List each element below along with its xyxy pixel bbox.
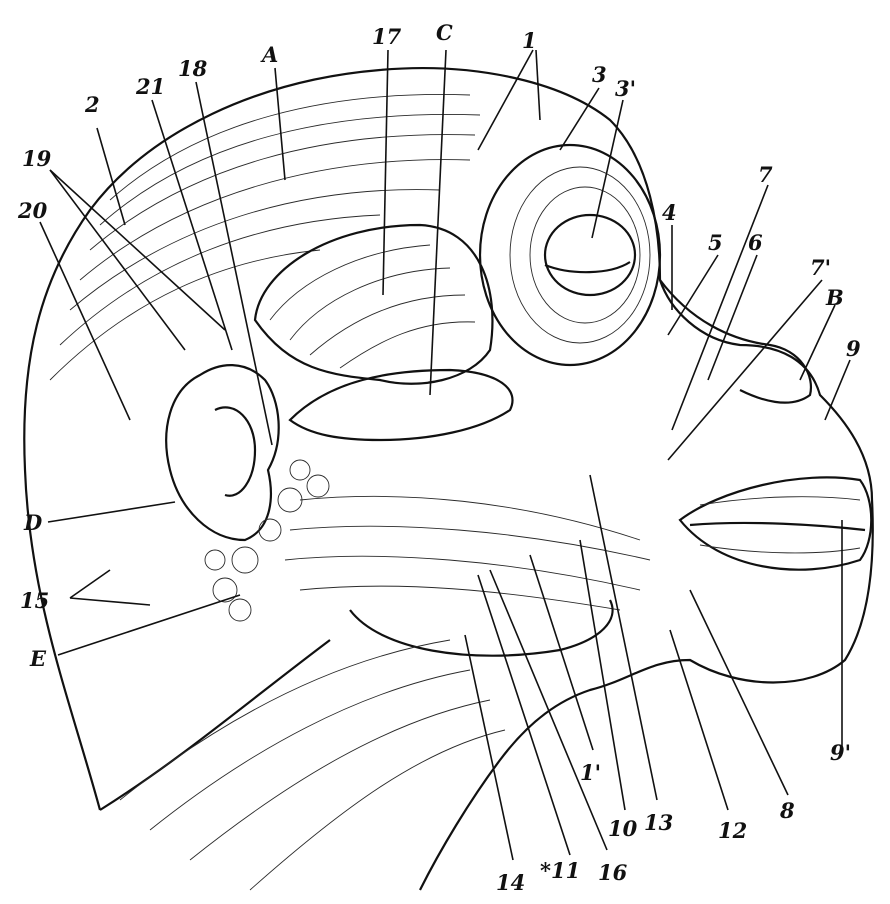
neck-hatching bbox=[120, 640, 505, 890]
label-B: B bbox=[826, 285, 844, 310]
label-21: 21 bbox=[136, 74, 166, 99]
temporalis-drawing bbox=[255, 225, 492, 384]
label-E: E bbox=[30, 646, 47, 671]
head-drawing bbox=[24, 68, 873, 890]
label-18: 18 bbox=[178, 56, 208, 81]
ear-drawing bbox=[166, 365, 278, 540]
gland-lobules-drawing bbox=[205, 460, 329, 621]
label-D: D bbox=[24, 510, 43, 535]
label-7: 7 bbox=[758, 162, 773, 187]
label-13: 13 bbox=[644, 810, 674, 835]
label-C: C bbox=[436, 20, 453, 45]
label-17: 17 bbox=[372, 24, 402, 49]
scalp-hatching bbox=[50, 94, 480, 380]
label-3: 3 bbox=[592, 62, 607, 87]
label-4: 4 bbox=[662, 200, 677, 225]
label-14: 14 bbox=[496, 870, 526, 895]
label-9: 9 bbox=[846, 336, 861, 361]
head-outline bbox=[24, 68, 873, 890]
nose-drawing bbox=[660, 280, 811, 403]
neck-back-line bbox=[100, 640, 330, 810]
label-8: 8 bbox=[780, 798, 795, 823]
label-6: 6 bbox=[748, 230, 763, 255]
label-A: A bbox=[262, 42, 279, 67]
eye-muscle-drawing bbox=[480, 145, 660, 365]
label-11: *11 bbox=[540, 858, 581, 883]
labels bbox=[17, 20, 861, 895]
label-5: 5 bbox=[708, 230, 723, 255]
label-20: 20 bbox=[18, 198, 48, 223]
label-15: 15 bbox=[20, 588, 50, 613]
label-16: 16 bbox=[598, 860, 628, 885]
label-12: 12 bbox=[718, 818, 748, 843]
label-7-prime: 7' bbox=[810, 255, 832, 280]
label-10: 10 bbox=[608, 816, 638, 841]
leader-lines bbox=[40, 50, 850, 860]
label-1: 1 bbox=[522, 28, 537, 53]
parotid-gland-drawing bbox=[290, 370, 513, 440]
label-2: 2 bbox=[85, 92, 100, 117]
label-19: 19 bbox=[22, 146, 52, 171]
label-3-prime: 3' bbox=[615, 76, 637, 101]
label-9-prime: 9' bbox=[830, 740, 852, 765]
label-1-prime: 1' bbox=[580, 760, 602, 785]
